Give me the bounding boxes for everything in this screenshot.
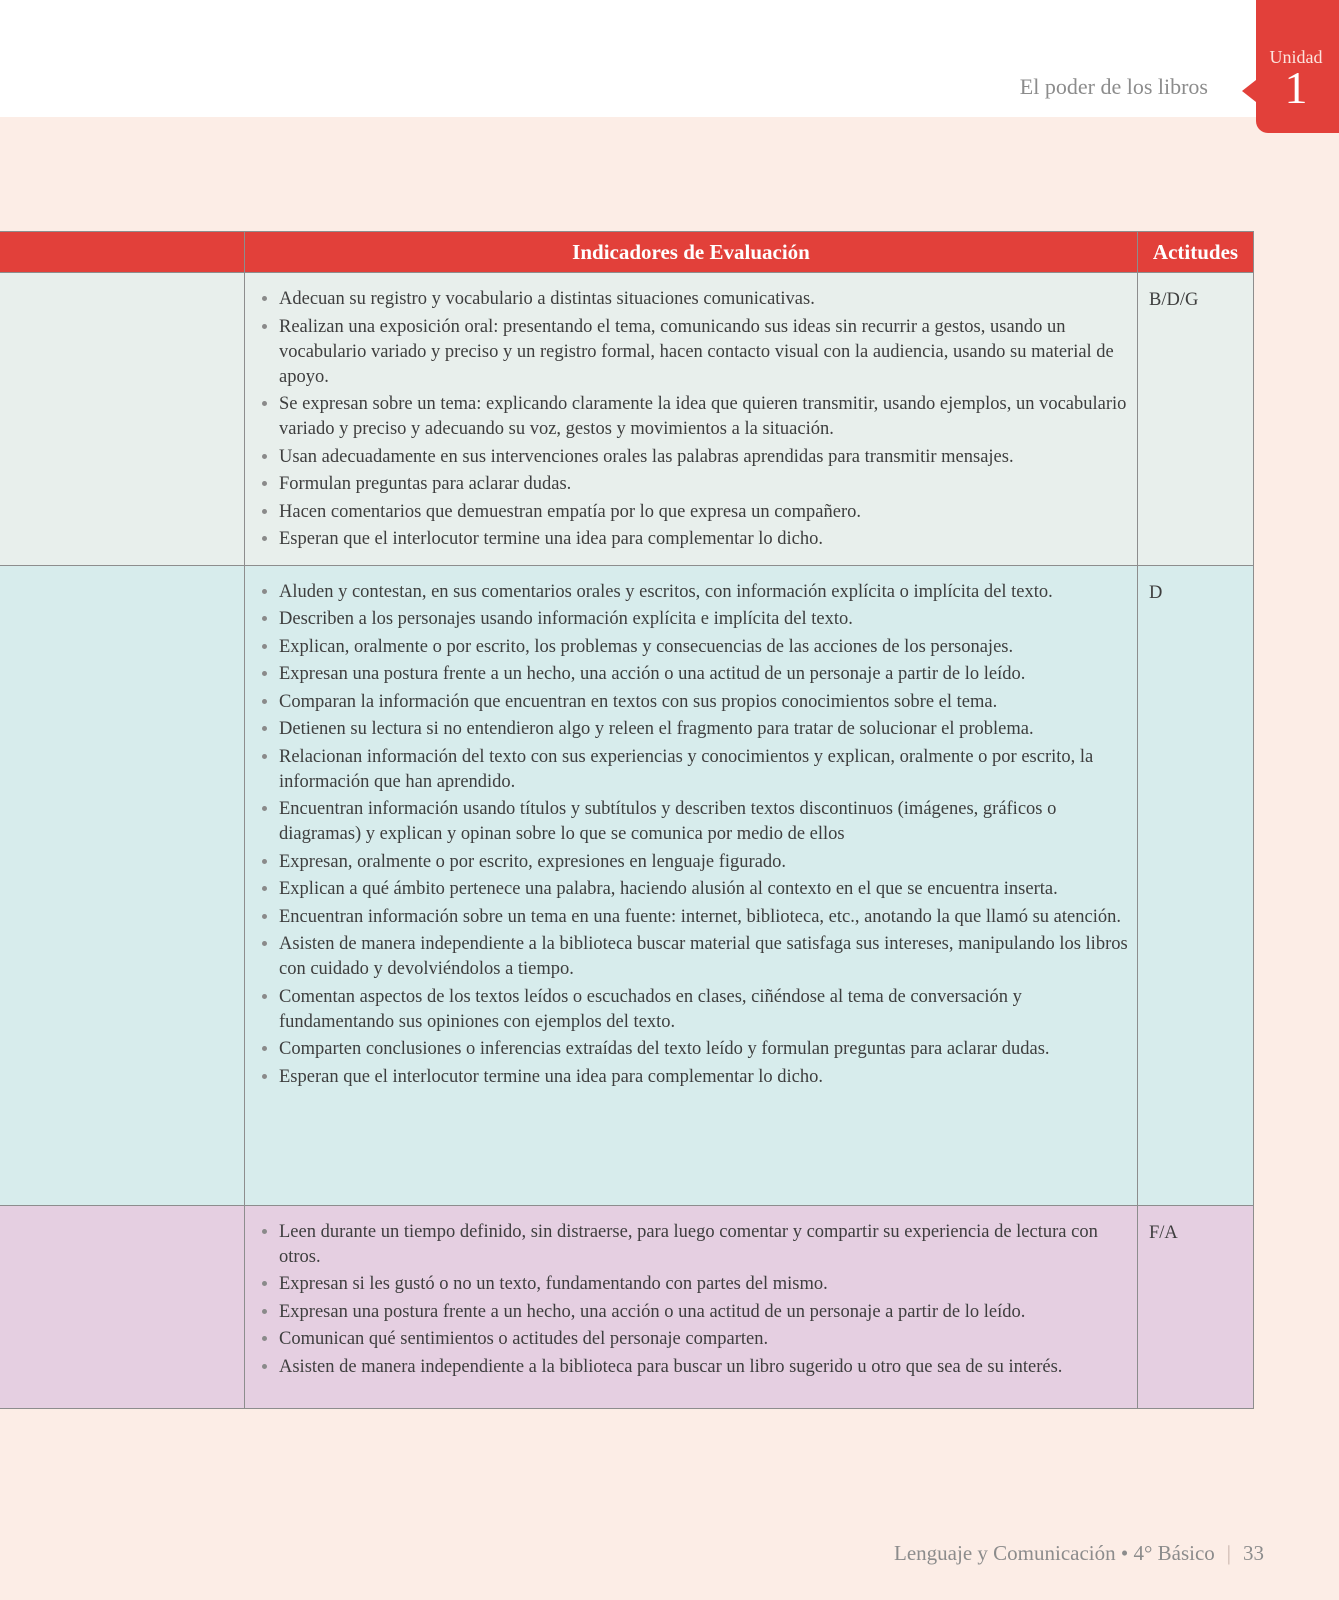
evaluation-table: [0, 231, 1254, 1409]
table-row: [0, 1205, 1254, 1408]
indicator-item: • Adecuan su registro y vocabulario a distintas situaciones comunicativas.: [279, 287, 1129, 312]
footer-separator: |: [1226, 1541, 1231, 1565]
indicator-item: • Expresan si les gustó o no un texto, fundamentando con partes del mismo.: [279, 1272, 1129, 1297]
indicator-item: • Realizan una exposición oral: presentando el tema, comunicando sus ideas sin recurrir a gestos, usando un vocabulario variado y preciso y un registro formal, hacen contacto visual con la audiencia, usando su material de apoyo.: [279, 315, 1129, 390]
indicator-item: • Asisten de manera independiente a la biblioteca para buscar un libro sugerido u otro que sea de su interés.: [279, 1355, 1129, 1380]
indicator-item: • Explican, oralmente o por escrito, los problemas y consecuencias de las acciones de los personajes.: [279, 635, 1129, 660]
indicator-item: • Comunican qué sentimientos o actitudes del personaje comparten.: [279, 1327, 1129, 1352]
indicator-item: • Aluden y contestan, en sus comentarios orales y escritos, con información explícita o implícita del texto.: [279, 580, 1129, 605]
page-footer: [894, 1541, 1264, 1566]
indicator-item: • Describen a los personajes usando información explícita e implícita del texto.: [279, 607, 1129, 632]
table-header-row: [0, 232, 1254, 273]
indicator-item: • Esperan que el interlocutor termine una idea para complementar lo dicho.: [279, 527, 1129, 552]
indicators-cell: [245, 273, 1138, 566]
unit-tab: [1256, 0, 1339, 133]
indicator-item: • Expresan una postura frente a un hecho, una acción o una actitud de un personaje a partir de lo leído.: [279, 1300, 1129, 1325]
indicator-item: • Detienen su lectura si no entendieron algo y releen el fragmento para tratar de solucionar el problema.: [279, 717, 1129, 742]
indicator-item: • Leen durante un tiempo definido, sin distraerse, para luego comentar y compartir su experiencia de lectura con otros.: [279, 1220, 1129, 1270]
unit-label: Unidad: [1269, 47, 1323, 67]
chapter-title: El poder de los libros: [1019, 74, 1208, 99]
indicators-cell: [245, 1205, 1138, 1408]
unit-number: 1: [1284, 62, 1308, 113]
indicator-item: • Formulan preguntas para aclarar dudas.: [279, 472, 1129, 497]
indicator-item: • Comparten conclusiones o inferencias extraídas del texto leído y formulan preguntas para aclarar dudas.: [279, 1037, 1129, 1062]
indicator-list: [257, 580, 1129, 1090]
indicator-item: • Comparan la información que encuentran en textos con sus propios conocimientos sobre el tema.: [279, 690, 1129, 715]
indicator-list: [257, 1220, 1129, 1380]
indicator-item: • Expresan, oralmente o por escrito, expresiones en lenguaje figurado.: [279, 850, 1129, 875]
column-header-indicators: Indicadores de Evaluación: [245, 232, 1138, 273]
footer-subject: Lenguaje y Comunicación • 4° Básico: [894, 1541, 1215, 1565]
indicator-item: • Hacen comentarios que demuestran empatía por lo que expresa un compañero.: [279, 500, 1129, 525]
attitudes-cell: B/D/G: [1138, 273, 1254, 566]
row-blank-cell: [0, 1205, 245, 1408]
indicator-item: • Se expresan sobre un tema: explicando claramente la idea que quieren transmitir, usando ejemplos, un vocabulario variado y preciso y adecuando su voz, gestos y movimientos a la situación.: [279, 392, 1129, 442]
indicator-item: • Explican a qué ámbito pertenece una palabra, haciendo alusión al contexto en el que se encuentra inserta.: [279, 877, 1129, 902]
column-header-attitudes: Actitudes: [1138, 232, 1254, 273]
indicator-item: • Relacionan información del texto con sus experiencias y conocimientos y explican, oralmente o por escrito, la información que han aprendido.: [279, 745, 1129, 795]
indicator-list: [257, 287, 1129, 552]
attitudes-cell: D: [1138, 565, 1254, 1205]
table-row: [0, 565, 1254, 1205]
row-blank-cell: [0, 565, 245, 1205]
indicator-item: • Encuentran información usando títulos y subtítulos y describen textos discontinuos (imágenes, gráficos o diagramas) y explican y opinan sobre lo que se comunica por medio de ellos: [279, 797, 1129, 847]
indicator-item: • Esperan que el interlocutor termine una idea para complementar lo dicho.: [279, 1065, 1129, 1090]
column-header-blank: [0, 232, 245, 273]
attitudes-cell: F/A: [1138, 1205, 1254, 1408]
page-number: 33: [1243, 1541, 1264, 1565]
table-row: [0, 273, 1254, 566]
indicators-cell: [245, 565, 1138, 1205]
indicator-item: • Asisten de manera independiente a la biblioteca buscar material que satisfaga sus intereses, manipulando los libros con cuidado y devolviéndolos a tiempo.: [279, 932, 1129, 982]
indicator-item: • Expresan una postura frente a un hecho, una acción o una actitud de un personaje a partir de lo leído.: [279, 662, 1129, 687]
row-blank-cell: [0, 273, 245, 566]
indicator-item: • Encuentran información sobre un tema en una fuente: internet, biblioteca, etc., anotando la que llamó su atención.: [279, 905, 1129, 930]
indicator-item: • Usan adecuadamente en sus intervenciones orales las palabras aprendidas para transmitir mensajes.: [279, 445, 1129, 470]
indicator-item: • Comentan aspectos de los textos leídos o escuchados en clases, ciñéndose al tema de conversación y fundamentando sus opiniones con ejemplos del texto.: [279, 985, 1129, 1035]
